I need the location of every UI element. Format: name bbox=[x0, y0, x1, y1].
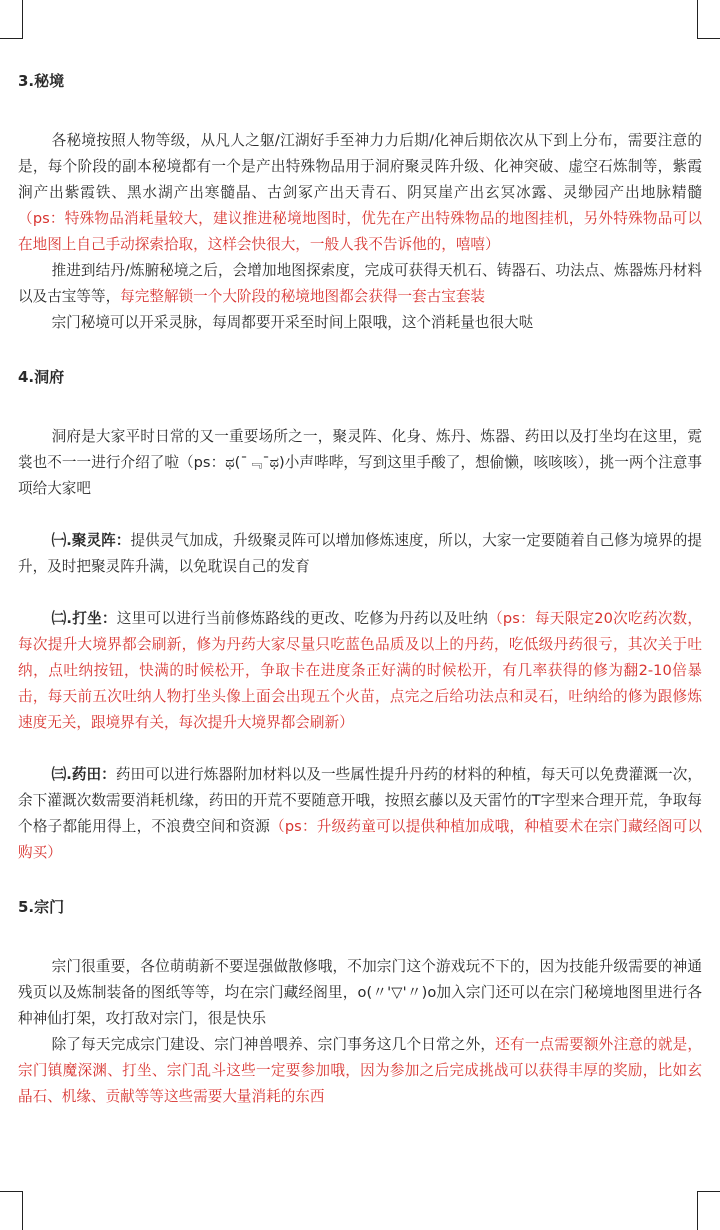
section-title-dongfu: 4.洞府 bbox=[18, 368, 65, 386]
highlight-note: 还有一点需要额外注意的就是，宗门镇魔深渊、打坐、宗门乱斗这些一定要参加哦，因为参加之后完成挑战可以获得丰厚的奖励，比如玄晶石、机缘、贡献等等这些需要大量消耗的东西 bbox=[18, 1036, 702, 1105]
crop-mark-bottom-right bbox=[697, 1191, 720, 1230]
item-text: 提供灵气加成，升级聚灵阵可以增加修炼速度，所以，大家一定要随着自己修为境界的提升，及时把聚灵阵升满，以免耽误自己的发育 bbox=[18, 532, 702, 575]
item-label: ㈡.打坐： bbox=[51, 610, 117, 627]
item-text: 这里可以进行当前修炼路线的更改、吃修为丹药以及吐纳 bbox=[116, 610, 489, 627]
paragraph-dongfu-intro: 洞府是大家平时日常的又一重要场所之一，聚灵阵、化身、炼丹、炼器、药田以及打坐均在这里，霓裳也不一一进行介绍了啦（ps：ಥ(¯﹃¯ಥ)小声哔哔，写到这里手酸了，想偷懒，咳咳咳），挑一两个注意事项给大家吧 bbox=[18, 428, 702, 497]
paragraph-zongmen-1: 宗门很重要，各位萌萌新不要逞强做散修哦，不加宗门这个游戏玩不下的，因为技能升级需要的神通残页以及炼制装备的图纸等等，均在宗门藏经阁里，o(〃'▽'〃)o加入宗门还可以在宗门秘境地图里进行各种神仙打架，攻打敌对宗门，很是快乐 bbox=[18, 958, 702, 1027]
item-yaotian bbox=[18, 762, 702, 866]
paragraph-zongmen-2 bbox=[18, 1032, 702, 1110]
paragraph-text: 推进到结丹/炼腑秘境之后，会增加地图探索度，完成可获得天机石、铸器石、功法点、炼器炼丹材料以及古宝等等， bbox=[18, 262, 702, 305]
section-title-mijing: 3.秘境 bbox=[18, 72, 65, 90]
crop-mark-top-right bbox=[697, 0, 720, 39]
crop-mark-bottom-left bbox=[0, 1191, 23, 1230]
highlight-note: 每完整解锁一个大阶段的秘境地图都会获得一套古宝套装 bbox=[120, 288, 486, 305]
document-page bbox=[18, 66, 702, 1110]
paragraph-text: 除了每天完成宗门建设、宗门神兽喂养、宗门事务这几个日常之外， bbox=[51, 1036, 496, 1053]
section-title-zongmen: 5.宗门 bbox=[18, 898, 65, 916]
item-julingzhen bbox=[18, 528, 702, 580]
highlight-note: （ps：升级药童可以提供种植加成哦，种植要术在宗门藏经阁可以购买） bbox=[18, 818, 702, 861]
highlight-note: （ps：特殊物品消耗量较大，建议推进秘境地图时，优先在产出特殊物品的地图挂机，另外特殊物品可以在地图上自己手动探索拾取，这样会快很大，一般人我不告诉他的，嘻嘻） bbox=[18, 210, 702, 253]
paragraph-mijing-1 bbox=[18, 128, 702, 258]
item-label: ㈢.药田： bbox=[51, 766, 116, 783]
paragraph-mijing-3: 宗门秘境可以开采灵脉，每周都要开采至时间上限哦，这个消耗量也很大哒 bbox=[51, 314, 534, 331]
item-text: 药田可以进行炼器附加材料以及一些属性提升丹药的材料的种植，每天可以免费灌溉一次，余下灌溉次数需要消耗机缘，药田的开荒不要随意开哦，按照玄藤以及天雷竹的T字型来合理开荒，争取每个格子都能用得上，不浪费空间和资源 bbox=[18, 766, 702, 835]
crop-mark-top-left bbox=[0, 0, 23, 39]
paragraph-text: 各秘境按照人物等级，从凡人之躯/江湖好手至神力力后期/化神后期依次从下到上分布，需要注意的是，每个阶段的副本秘境都有一个是产出特殊物品用于洞府聚灵阵升级、化神突破、虚空石炼制等，紫霞涧产出紫霞铁、黑水湖产出寒髓晶、古剑冢产出天青石、阴冥崖产出玄冥冰露、灵缈园产出地脉精髓 bbox=[18, 132, 702, 201]
paragraph-mijing-2 bbox=[18, 258, 702, 310]
item-dazuo bbox=[18, 606, 702, 736]
item-label: ㈠.聚灵阵： bbox=[51, 532, 131, 549]
highlight-note: （ps：每天限定20次吃药次数，每次提升大境界都会刷新，修为丹药大家尽量只吃蓝色品质及以上的丹药，吃低级丹药很亏，其次关于吐纳，点吐纳按钮，快满的时候松开，争取卡在进度条正好满的时候松开，有几率获得的修为翻2-10倍暴击，每天前五次吐纳人物打坐头像上面会出现五个火苗，点完之后给功法点和灵石，吐纳给的修为跟修炼速度无关，跟境界有关，每次提升大境界都会刷新） bbox=[18, 610, 702, 731]
